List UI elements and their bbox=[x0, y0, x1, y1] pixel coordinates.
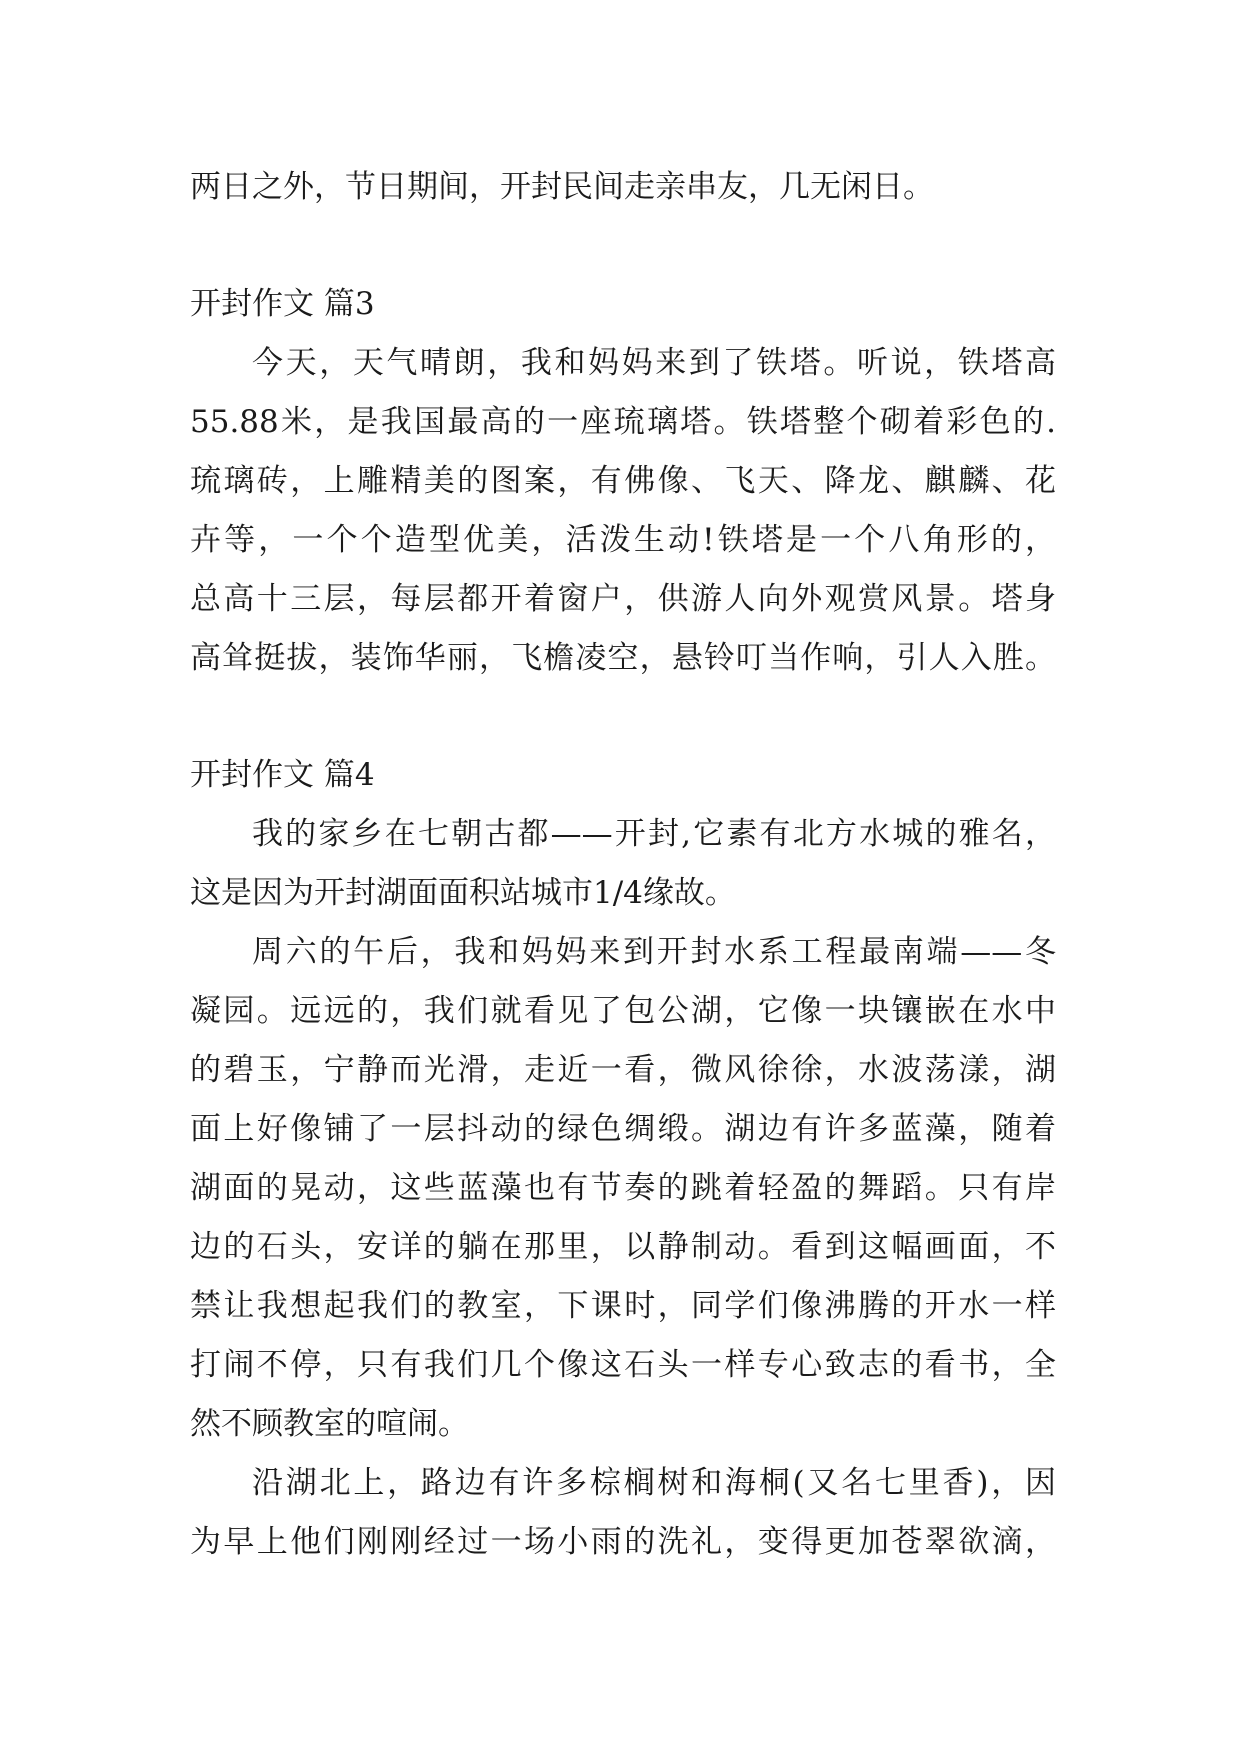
paragraph-line: 打闹不停，只有我们几个像这石头一样专心致志的看书，全 bbox=[190, 1347, 1056, 1383]
paragraph-line: 禁让我想起我们的教室，下课时，同学们像沸腾的开水一样 bbox=[190, 1288, 1056, 1324]
paragraph-line: 琉璃砖，上雕精美的图案，有佛像、飞天、降龙、麒麟、花 bbox=[190, 463, 1056, 499]
paragraph-line: 的碧玉，宁静而光滑，走近一看，微风徐徐，水波荡漾，湖 bbox=[190, 1052, 1056, 1088]
paragraph-line: 凝园。远远的，我们就看见了包公湖，它像一块镶嵌在水中 bbox=[190, 993, 1056, 1029]
paragraph-line: 今天，天气晴朗，我和妈妈来到了铁塔。听说，铁塔高 bbox=[252, 345, 1056, 381]
paragraph-line: 边的石头，安详的躺在那里，以静制动。看到这幅画面，不 bbox=[190, 1229, 1056, 1265]
section-gap bbox=[190, 217, 1056, 275]
paragraph-line: 高耸挺拔，装饰华丽，飞檐凌空，悬铃叮当作响，引人入胜。 bbox=[190, 640, 1056, 676]
paragraph-line: 周六的午后，我和妈妈来到开封水系工程最南端——冬 bbox=[252, 934, 1056, 970]
paragraph-line: 沿湖北上，路边有许多棕榈树和海桐(又名七里香)，因 bbox=[252, 1465, 1056, 1501]
paragraph-line: 我的家乡在七朝古都——开封,它素有北方水城的雅名， bbox=[252, 816, 1056, 852]
paragraph-line: 55.88米，是我国最高的一座琉璃塔。铁塔整个砌着彩色的. bbox=[190, 404, 1056, 440]
paragraph-line: 总高十三层，每层都开着窗户，供游人向外观赏风景。塔身 bbox=[190, 581, 1056, 617]
paragraph-line: 这是因为开封湖面面积站城市1/4缘故。 bbox=[190, 875, 736, 911]
paragraph-line: 然不顾教室的喧闹。 bbox=[190, 1406, 469, 1442]
essay-heading: 开封作文 篇4 bbox=[190, 757, 375, 793]
essay-heading: 开封作文 篇3 bbox=[190, 286, 375, 322]
paragraph bbox=[190, 805, 1056, 923]
section-gap bbox=[190, 688, 1056, 746]
paragraph-line: 卉等，一个个造型优美，活泼生动!铁塔是一个八角形的， bbox=[190, 522, 1056, 558]
paragraph-line: 两日之外，节日期间，开封民间走亲串友，几无闲日。 bbox=[190, 169, 934, 205]
paragraph-line: 面上好像铺了一层抖动的绿色绸缎。湖边有许多蓝藻，随着 bbox=[190, 1111, 1056, 1147]
paragraph-line: 为早上他们刚刚经过一场小雨的洗礼，变得更加苍翠欲滴， bbox=[190, 1524, 1056, 1560]
paragraph bbox=[190, 334, 1056, 688]
document-body bbox=[190, 158, 1056, 1572]
paragraph-line: 湖面的晃动，这些蓝藻也有节奏的跳着轻盈的舞蹈。只有岸 bbox=[190, 1170, 1056, 1206]
paragraph bbox=[190, 1454, 1056, 1572]
paragraph bbox=[190, 923, 1056, 1454]
